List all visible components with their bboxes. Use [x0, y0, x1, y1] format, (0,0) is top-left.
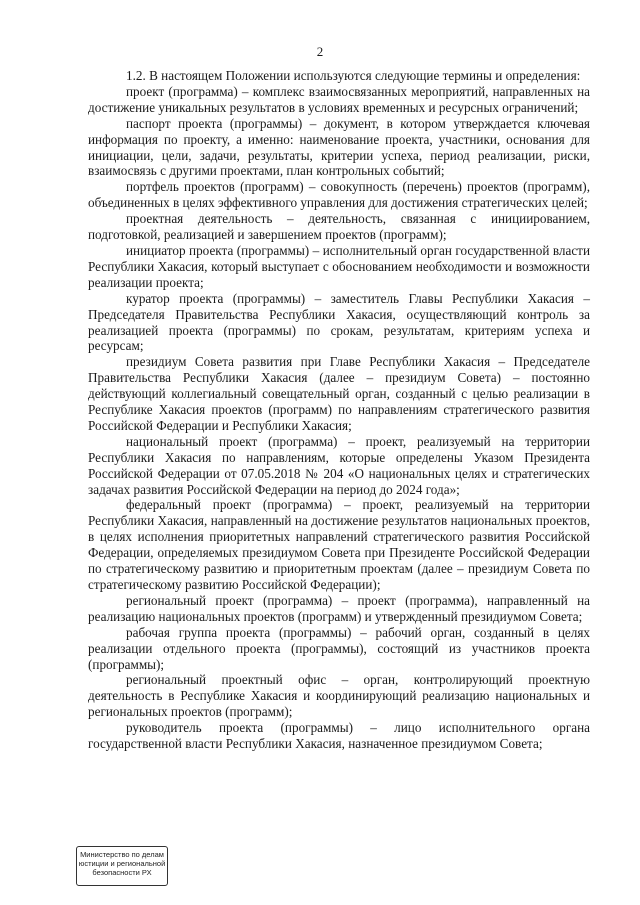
paragraph-regional-project: региональный проект (программа) – проект (программа), направленный на реализацию национальных проектов (программ) и утвержденный президиумом Совета;: [88, 592, 590, 624]
registration-stamp: [76, 846, 168, 886]
paragraph-project-passport: паспорт проекта (программы) – документ, в котором утверждается ключевая информация по проекту, а именно: наименование проекта, участники, основания для инициации, цели, задачи, результаты, критерии успеха, период реализации, риски, взаимосвязь с другими проектами, план контрольных событий;: [88, 115, 590, 179]
paragraph-project-head: руководитель проекта (программы) – лицо исполнительного органа государственной власти Республики Хакасия, назначенное президиумом Совета;: [88, 720, 590, 752]
paragraph-project: проект (программа) – комплекс взаимосвязанных мероприятий, направленных на достижение уникальных результатов в условиях временных и ресурсных ограничений;: [88, 83, 590, 115]
paragraph-terms-intro: 1.2. В настоящем Положении используются следующие термины и определения:: [126, 68, 581, 83]
document-body: [88, 68, 590, 752]
stamp-line: юстиции и региональной: [78, 859, 166, 868]
paragraph-project-initiator: инициатор проекта (программы) – исполнительный орган государственной власти Республики Хакасия, который выступает с обоснованием необходимости и возможности реализации проекта;: [88, 242, 590, 290]
paragraph-national-project: национальный проект (программа) – проект, реализуемый на территории Республики Хакасия по направлениям, которые определены Указом Президента Российской Федерации от 07.05.2018 № 204 «О национальных целях и стратегических задачах развития Российской Федерации на период до 2024 года»;: [88, 433, 590, 497]
paragraph-project-curator: куратор проекта (программы) – заместитель Главы Республики Хакасия – Председателя Правительства Республики Хакасия, осуществляющий контроль за реализацией проекта (программы) по срокам, результатам, критериям успеха и ресурсам;: [88, 290, 590, 354]
paragraph-working-group: рабочая группа проекта (программы) – рабочий орган, созданный в целях реализации отдельного проекта (программы), состоящий из участников проекта (программы);: [88, 624, 590, 672]
paragraph-project-activity: проектная деятельность – деятельность, связанная с инициированием, подготовкой, реализацией и завершением проектов (программ);: [88, 211, 590, 243]
paragraph-project-portfolio: портфель проектов (программ) – совокупность (перечень) проектов (программ), объединенных в целях эффективного управления для достижения стратегических целей;: [88, 179, 590, 211]
paragraph-federal-project: федеральный проект (программа) – проект, реализуемый на территории Республики Хакасия, направленный на достижение результатов национальных проектов, в целях исполнения приоритетных направлений стратегического развития Российской Федерации, определяемых президиумом Совета при Президенте Российской Федерации по стратегическому развитию и приоритетным проектам (далее – президиум Совета по стратегическому развитию Российской Федерации);: [88, 497, 590, 592]
stamp-line: безопасности РХ: [92, 868, 152, 877]
paragraph-council-presidium: президиум Совета развития при Главе Республики Хакасия – Председателе Правительства Республики Хакасия (далее – президиум Совета) – постоянно действующий коллегиальный совещательный орган, созданный с целью реализации в Республике Хакасия проектов (программ) по направлениям стратегического развития Российской Федерации и Республики Хакасия;: [88, 354, 590, 433]
page-number: 2: [316, 44, 324, 59]
stamp-line: Министерство по делам: [80, 850, 164, 859]
paragraph-regional-office: региональный проектный офис – орган, контролирующий проектную деятельность в Республике Хакасия и координирующий реализацию национальных и региональных проектов (программ);: [88, 672, 590, 720]
